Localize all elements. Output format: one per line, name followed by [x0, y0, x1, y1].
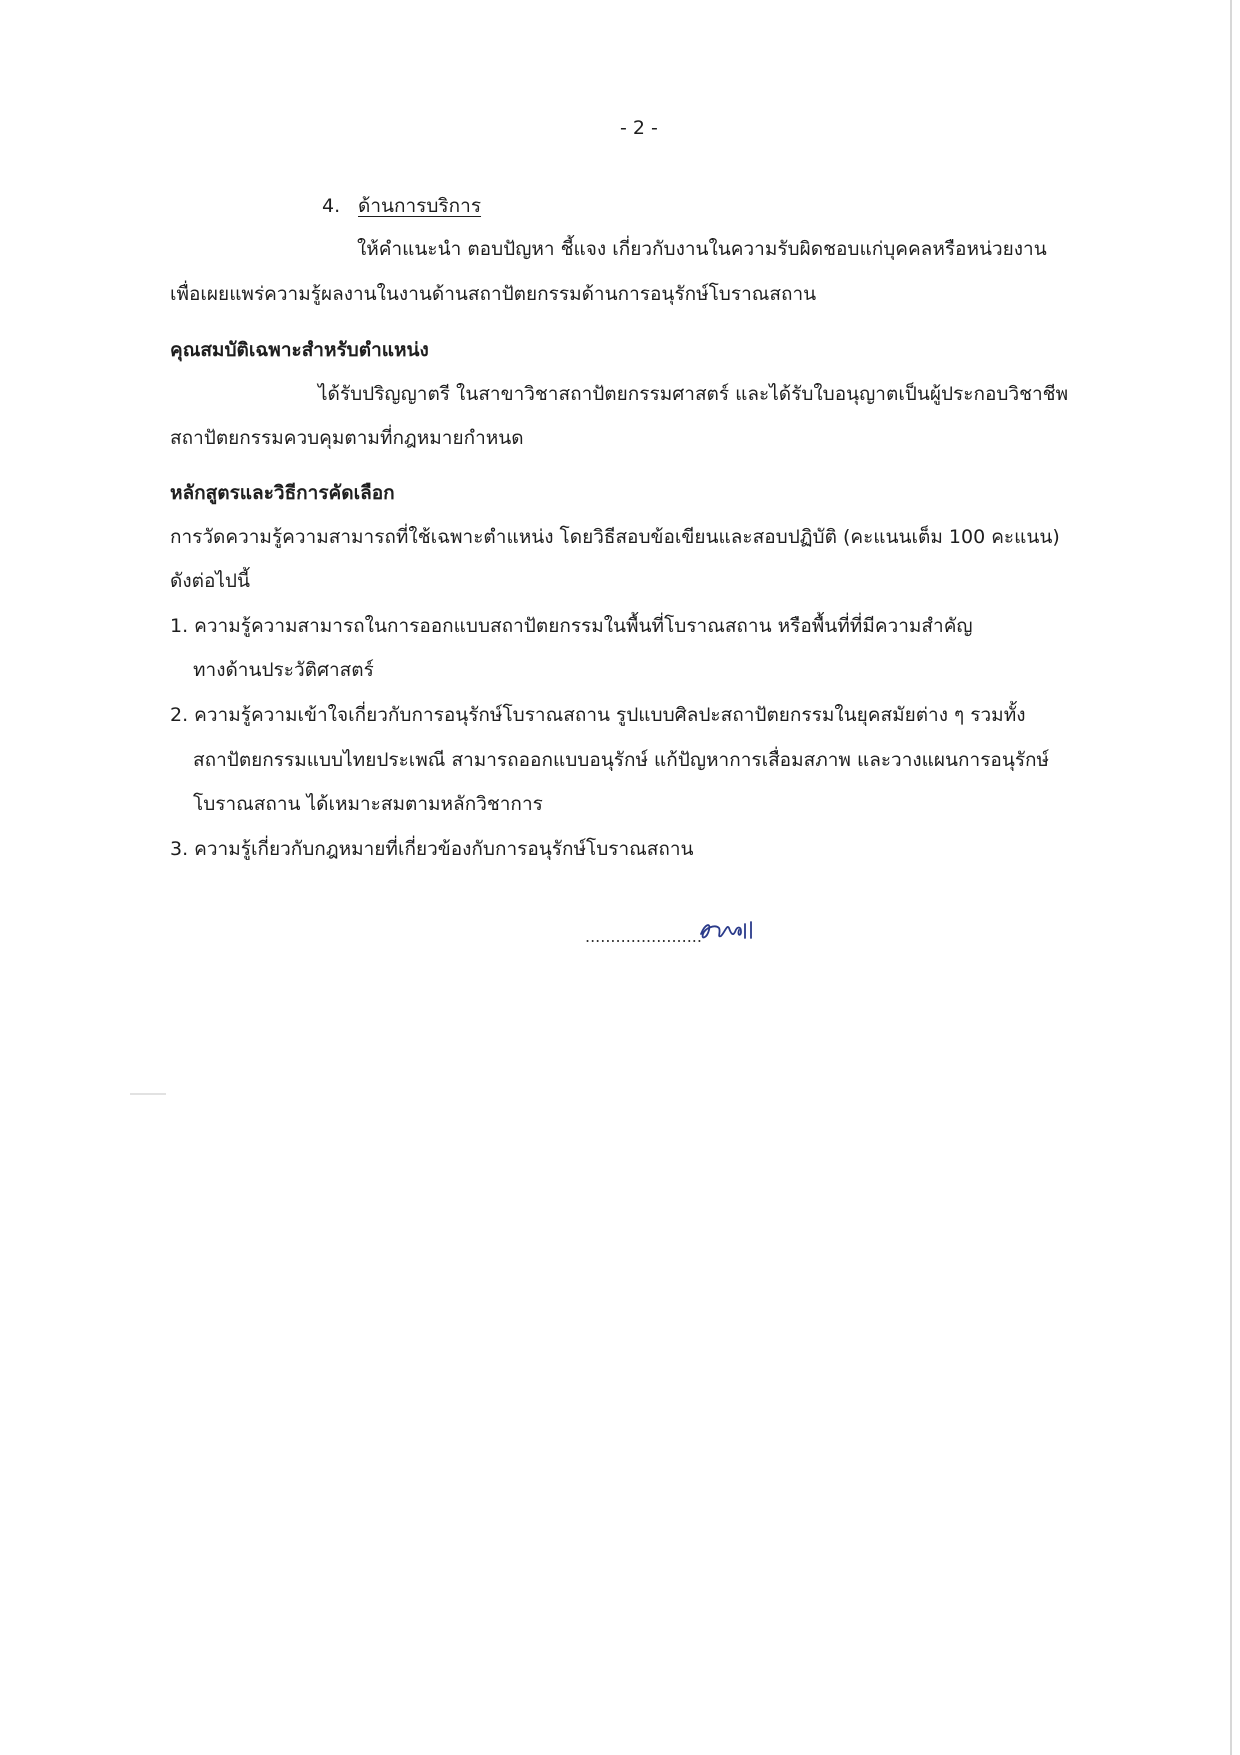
- qualifications-heading: คุณสมบัติเฉพาะสำหรับตำแหน่ง: [170, 339, 429, 361]
- selection-intro-line-1: การวัดความรู้ความสามารถที่ใช้เฉพาะตำแหน่ง โดยวิธีสอบข้อเขียนและสอบปฏิบัติ (คะแนนเต็ม 100 คะแนน): [170, 526, 1060, 548]
- selection-heading: หลักสูตรและวิธีการคัดเลือก: [170, 482, 395, 504]
- page-edge-line: [1230, 0, 1232, 1755]
- selection-intro-line-2: ดังต่อไปนี้: [170, 570, 250, 592]
- scan-mark: [130, 1093, 166, 1095]
- section-4-line-2: เพื่อเผยแพร่ความรู้ผลงานในงานด้านสถาปัตยกรรมด้านการอนุรักษ์โบราณสถาน: [170, 283, 817, 305]
- list-item-1-line-2: ทางด้านประวัติศาสตร์: [193, 659, 374, 681]
- section-4-number: 4.: [322, 195, 341, 217]
- list-item-2-line-1: 2. ความรู้ความเข้าใจเกี่ยวกับการอนุรักษ์โบราณสถาน รูปแบบศิลปะสถาปัตยกรรมในยุคสมัยต่าง ๆ รวมทั้ง: [170, 704, 1026, 726]
- list-item-2-line-2: สถาปัตยกรรมแบบไทยประเพณี สามารถออกแบบอนุรักษ์ แก้ปัญหาการเสื่อมสภาพ และวางแผนการอนุรักษ์: [193, 749, 1050, 771]
- page-number: - 2 -: [620, 117, 658, 139]
- section-4-line-1: ให้คำแนะนำ ตอบปัญหา ชี้แจง เกี่ยวกับงานในความรับผิดชอบแก่บุคคลหรือหน่วยงาน: [357, 238, 1047, 260]
- list-item-3-line-1: 3. ความรู้เกี่ยวกับกฎหมายที่เกี่ยวข้องกับการอนุรักษ์โบราณสถาน: [170, 838, 694, 860]
- list-item-2-line-3: โบราณสถาน ได้เหมาะสมตามหลักวิชาการ: [193, 793, 543, 815]
- qualifications-line-1: ได้รับปริญญาตรี ในสาขาวิชาสถาปัตยกรรมศาสตร์ และได้รับใบอนุญาตเป็นผู้ประกอบวิชาชีพ: [318, 383, 1069, 405]
- handwritten-signature: [697, 910, 757, 946]
- qualifications-line-2: สถาปัตยกรรมควบคุมตามที่กฎหมายกำหนด: [170, 427, 524, 449]
- signature-dots: .......................: [585, 927, 702, 946]
- list-item-1-line-1: 1. ความรู้ความสามารถในการออกแบบสถาปัตยกรรมในพื้นที่โบราณสถาน หรือพื้นที่ที่มีความสำคัญ: [170, 615, 973, 637]
- section-4-title: ด้านการบริการ: [358, 195, 482, 217]
